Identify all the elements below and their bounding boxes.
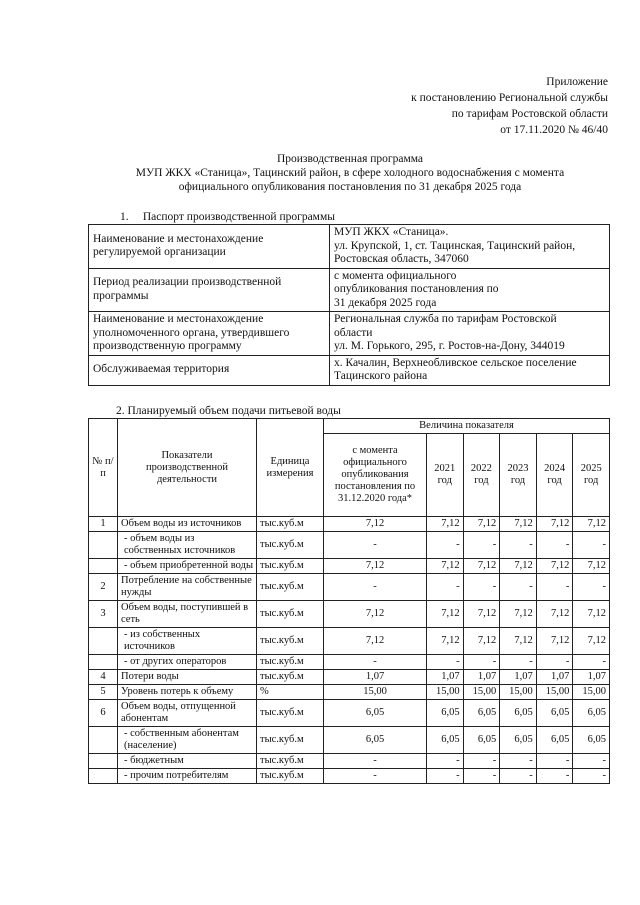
row-indicator: - прочим потребителям bbox=[118, 769, 257, 784]
passport-value-line: Региональная служба по тарифам Ростовской bbox=[334, 313, 557, 325]
row-value: 7,12 bbox=[573, 559, 610, 574]
row-unit: тыс.куб.м bbox=[257, 517, 324, 532]
passport-value-line: опубликования постановления по bbox=[334, 283, 499, 295]
row-num bbox=[89, 655, 118, 670]
row-value: 1,07 bbox=[573, 670, 610, 685]
table-row bbox=[89, 670, 610, 685]
passport-key: Обслуживаемая территория bbox=[89, 355, 330, 385]
row-value: 6,05 bbox=[463, 727, 500, 754]
row-value: - bbox=[427, 574, 464, 601]
passport-row bbox=[89, 268, 610, 312]
table-row bbox=[89, 700, 610, 727]
passport-row bbox=[89, 355, 610, 385]
row-unit: тыс.куб.м bbox=[257, 670, 324, 685]
passport-value-line: области bbox=[334, 326, 373, 339]
header-year: 2022 год bbox=[463, 434, 500, 517]
row-num: 5 bbox=[89, 685, 118, 700]
row-value: - bbox=[324, 754, 427, 769]
row-value: - bbox=[427, 769, 464, 784]
row-unit: тыс.куб.м bbox=[257, 574, 324, 601]
row-value: - bbox=[324, 532, 427, 559]
row-value: 7,12 bbox=[536, 517, 573, 532]
table-row bbox=[89, 559, 610, 574]
table-header-row bbox=[89, 419, 610, 434]
passport-value-line: с момента официального bbox=[334, 269, 457, 282]
appendix-header bbox=[411, 74, 608, 138]
row-unit: % bbox=[257, 685, 324, 700]
row-value: 7,12 bbox=[324, 628, 427, 655]
table-row bbox=[89, 769, 610, 784]
section-2-heading: 2. Планируемый объем подачи питьевой воды bbox=[116, 405, 341, 417]
row-value: 6,05 bbox=[427, 700, 464, 727]
row-indicator: - объем воды из собственных источников bbox=[118, 532, 257, 559]
row-unit: тыс.куб.м bbox=[257, 769, 324, 784]
row-value: 7,12 bbox=[500, 628, 537, 655]
row-unit: тыс.куб.м bbox=[257, 601, 324, 628]
row-value: - bbox=[536, 769, 573, 784]
row-value: 15,00 bbox=[573, 685, 610, 700]
row-value: 7,12 bbox=[324, 517, 427, 532]
row-value: - bbox=[463, 532, 500, 559]
table-row bbox=[89, 628, 610, 655]
row-unit: тыс.куб.м bbox=[257, 655, 324, 670]
row-unit: тыс.куб.м bbox=[257, 727, 324, 754]
table-row bbox=[89, 655, 610, 670]
row-value: 6,05 bbox=[324, 700, 427, 727]
header-year: 2021 год bbox=[427, 434, 464, 517]
section-title: Паспорт производственной программы bbox=[142, 211, 335, 223]
row-value: 7,12 bbox=[573, 517, 610, 532]
row-value: 6,05 bbox=[536, 700, 573, 727]
passport-key: Наименование и местонахождение уполномоченного органа, утвердившего производственную программу bbox=[89, 312, 330, 356]
passport-value-line: 31 декабря 2025 года bbox=[334, 296, 437, 309]
row-num: 1 bbox=[89, 517, 118, 532]
row-value: 15,00 bbox=[500, 685, 537, 700]
row-value: 15,00 bbox=[427, 685, 464, 700]
row-value: 6,05 bbox=[573, 700, 610, 727]
row-value: 7,12 bbox=[427, 517, 464, 532]
row-indicator: Уровень потерь к объему bbox=[118, 685, 257, 700]
row-unit: тыс.куб.м bbox=[257, 628, 324, 655]
row-value: 7,12 bbox=[324, 601, 427, 628]
table-row bbox=[89, 601, 610, 628]
row-value: 7,12 bbox=[500, 601, 537, 628]
header-year: 2024 год bbox=[536, 434, 573, 517]
row-num bbox=[89, 754, 118, 769]
row-value: - bbox=[463, 574, 500, 601]
passport-value-line: ул. М. Горького, 295, г. Ростов-на-Дону, 344019 bbox=[334, 340, 565, 352]
row-value: - bbox=[500, 655, 537, 670]
row-value: 6,05 bbox=[573, 727, 610, 754]
row-value: - bbox=[324, 574, 427, 601]
row-value: 6,05 bbox=[500, 727, 537, 754]
passport-value-line: х. Качалин, Верхнеобливское сельское поселение bbox=[334, 356, 577, 369]
row-indicator: Потери воды bbox=[118, 670, 257, 685]
header-year: 2025 год bbox=[573, 434, 610, 517]
row-value: 15,00 bbox=[324, 685, 427, 700]
passport-table bbox=[88, 224, 610, 386]
section-1-heading bbox=[120, 211, 335, 223]
row-num bbox=[89, 532, 118, 559]
row-value: 6,05 bbox=[463, 700, 500, 727]
passport-value-line: Тацинского района bbox=[334, 370, 428, 382]
header-indicator: Показатели производственной деятельности bbox=[118, 419, 257, 517]
row-indicator: Объем воды, отпущенной абонентам bbox=[118, 700, 257, 727]
row-value: - bbox=[463, 655, 500, 670]
row-value: - bbox=[500, 574, 537, 601]
passport-row bbox=[89, 312, 610, 356]
row-value: - bbox=[463, 754, 500, 769]
title-line: Производственная программа bbox=[276, 153, 424, 165]
row-indicator: - от других операторов bbox=[118, 655, 257, 670]
row-value: 6,05 bbox=[536, 727, 573, 754]
table-row bbox=[89, 574, 610, 601]
row-value: 7,12 bbox=[427, 601, 464, 628]
row-indicator: - из собственных источников bbox=[118, 628, 257, 655]
row-value: 7,12 bbox=[573, 628, 610, 655]
row-unit: тыс.куб.м bbox=[257, 754, 324, 769]
passport-value-line: Ростовская область, 347060 bbox=[334, 253, 469, 265]
passport-value bbox=[330, 355, 610, 385]
row-indicator: - бюджетным bbox=[118, 754, 257, 769]
row-value: - bbox=[573, 574, 610, 601]
row-num: 3 bbox=[89, 601, 118, 628]
row-value: 1,07 bbox=[324, 670, 427, 685]
document-title bbox=[90, 152, 610, 194]
row-value: - bbox=[463, 769, 500, 784]
row-value: 7,12 bbox=[463, 559, 500, 574]
row-value: 7,12 bbox=[500, 559, 537, 574]
title-line: официального опубликования постановления по 31 декабря 2025 года bbox=[178, 181, 522, 193]
title-line: МУП ЖКХ «Станица», Тацинский район, в сфере холодного водоснабжения с момента bbox=[135, 167, 565, 179]
table-row bbox=[89, 685, 610, 700]
row-value: 15,00 bbox=[536, 685, 573, 700]
row-value: 1,07 bbox=[500, 670, 537, 685]
row-value: - bbox=[324, 769, 427, 784]
appendix-line: от 17.11.2020 № 46/40 bbox=[500, 124, 608, 136]
row-value: - bbox=[500, 769, 537, 784]
row-value: 1,07 bbox=[536, 670, 573, 685]
row-unit: тыс.куб.м bbox=[257, 559, 324, 574]
passport-value bbox=[330, 225, 610, 269]
row-value: 7,12 bbox=[573, 601, 610, 628]
row-indicator: - объем приобретенной воды bbox=[118, 559, 257, 574]
row-num bbox=[89, 559, 118, 574]
row-value: 6,05 bbox=[500, 700, 537, 727]
row-value: 15,00 bbox=[463, 685, 500, 700]
row-value: 7,12 bbox=[324, 559, 427, 574]
row-value: - bbox=[324, 655, 427, 670]
row-value: - bbox=[536, 532, 573, 559]
section-number: 1. bbox=[120, 211, 129, 223]
passport-value bbox=[330, 312, 610, 356]
row-value: 7,12 bbox=[500, 517, 537, 532]
row-value: - bbox=[573, 754, 610, 769]
appendix-line: к постановлению Региональной службы bbox=[411, 92, 608, 104]
row-value: 7,12 bbox=[463, 628, 500, 655]
header-period-first: с момента официального опубликования постановления по 31.12.2020 года* bbox=[324, 434, 427, 517]
row-value: 7,12 bbox=[427, 628, 464, 655]
table-row bbox=[89, 727, 610, 754]
row-value: - bbox=[536, 655, 573, 670]
row-value: 6,05 bbox=[427, 727, 464, 754]
passport-value bbox=[330, 268, 610, 312]
row-value: 7,12 bbox=[427, 559, 464, 574]
header-unit: Единица измерения bbox=[257, 419, 324, 517]
passport-row bbox=[89, 225, 610, 269]
row-num: 6 bbox=[89, 700, 118, 727]
row-unit: тыс.куб.м bbox=[257, 532, 324, 559]
row-unit: тыс.куб.м bbox=[257, 700, 324, 727]
row-indicator: Объем воды, поступившей в сеть bbox=[118, 601, 257, 628]
appendix-line: по тарифам Ростовской области bbox=[451, 108, 608, 120]
row-value: - bbox=[573, 655, 610, 670]
table-row bbox=[89, 517, 610, 532]
row-num: 2 bbox=[89, 574, 118, 601]
row-num: 4 bbox=[89, 670, 118, 685]
row-value: - bbox=[573, 769, 610, 784]
row-value: 7,12 bbox=[536, 559, 573, 574]
row-indicator: Объем воды из источников bbox=[118, 517, 257, 532]
row-indicator: - собственным абонентам (население) bbox=[118, 727, 257, 754]
row-value: 6,05 bbox=[324, 727, 427, 754]
row-value: 7,12 bbox=[536, 628, 573, 655]
row-value: 1,07 bbox=[427, 670, 464, 685]
row-value: - bbox=[427, 532, 464, 559]
row-value: 7,12 bbox=[463, 601, 500, 628]
header-num: № п/п bbox=[89, 419, 118, 517]
row-value: - bbox=[500, 532, 537, 559]
header-value-group: Величина показателя bbox=[324, 419, 610, 434]
water-volume-table bbox=[88, 418, 610, 784]
appendix-line: Приложение bbox=[546, 76, 608, 88]
row-value: - bbox=[500, 754, 537, 769]
row-num bbox=[89, 628, 118, 655]
row-indicator: Потребление на собственные нужды bbox=[118, 574, 257, 601]
passport-key: Период реализации производственной программы bbox=[89, 268, 330, 312]
row-value: 1,07 bbox=[463, 670, 500, 685]
row-value: - bbox=[427, 754, 464, 769]
row-num bbox=[89, 769, 118, 784]
table-row bbox=[89, 754, 610, 769]
table-row bbox=[89, 532, 610, 559]
passport-key: Наименование и местонахождение регулируемой организации bbox=[89, 225, 330, 269]
row-value: - bbox=[536, 574, 573, 601]
passport-value-line: ул. Крупской, 1, ст. Тацинская, Тацинский район, bbox=[334, 239, 576, 252]
row-value: 7,12 bbox=[536, 601, 573, 628]
header-year: 2023 год bbox=[500, 434, 537, 517]
row-num bbox=[89, 727, 118, 754]
row-value: - bbox=[573, 532, 610, 559]
row-value: 7,12 bbox=[463, 517, 500, 532]
row-value: - bbox=[427, 655, 464, 670]
row-value: - bbox=[536, 754, 573, 769]
passport-value-line: МУП ЖКХ «Станица». bbox=[334, 226, 449, 238]
